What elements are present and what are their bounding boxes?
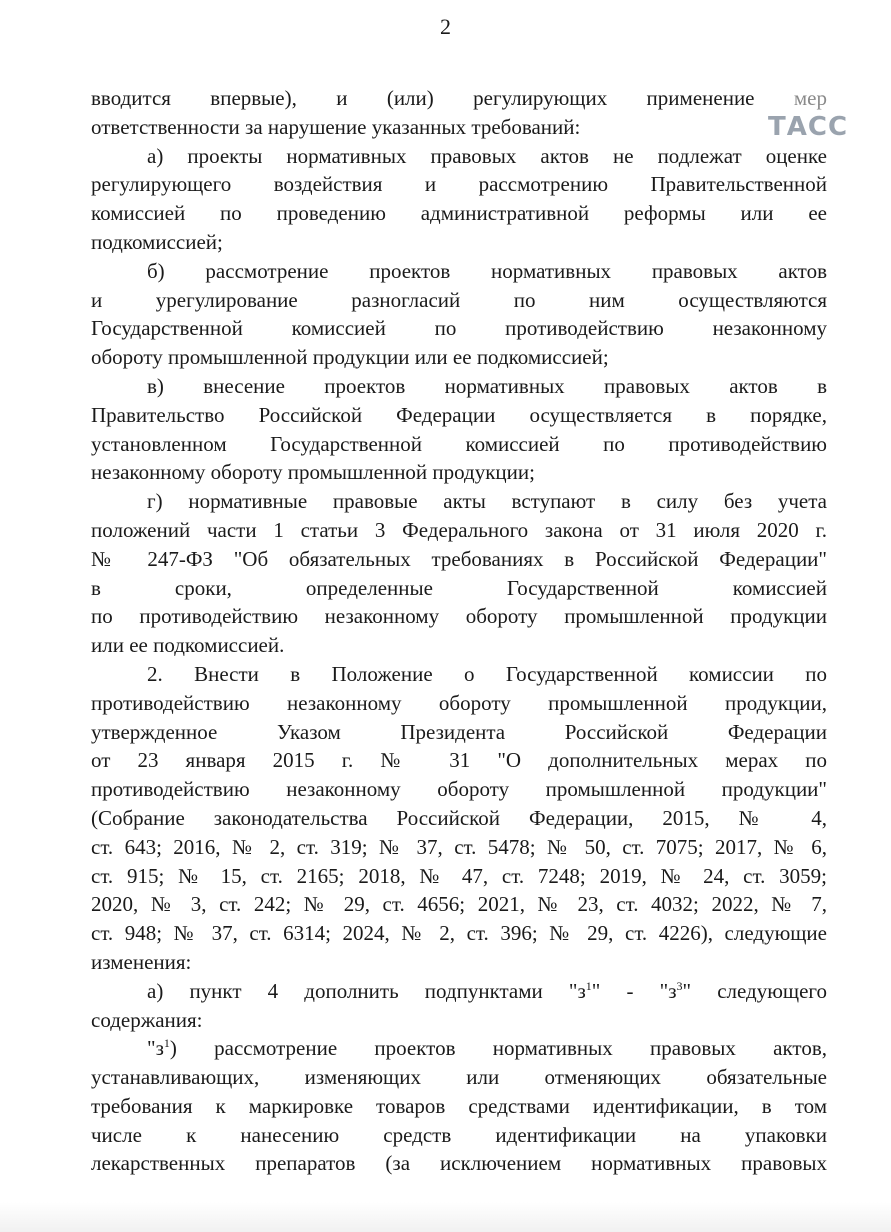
text-line: установленном Государственной комиссией по противодействию (91, 431, 827, 456)
text-line: в сроки, определенные Государственной комиссией (91, 575, 827, 600)
text-line: ст. 948; № 37, ст. 6314; 2024, № 2, ст. 396; № 29, ст. 4226), следующие (91, 921, 827, 946)
text-line: г) нормативные правовые акты вступают в силу без учета (147, 489, 827, 514)
text-line: числе к нанесению средств идентификации на упаковки (91, 1122, 827, 1147)
document-body (91, 84, 827, 1178)
text-line: ст. 915; № 15, ст. 2165; 2018, № 47, ст. 7248; 2019, № 24, ст. 3059; (91, 863, 827, 888)
text-line: обороту промышленной продукции или ее подкомиссией; (91, 345, 609, 370)
text-line: противодействию незаконному обороту промышленной продукции, (91, 690, 827, 715)
text-line: или ее подкомиссией. (91, 633, 285, 658)
text-line: положений части 1 статьи 3 Федерального закона от 31 июля 2020 г. (91, 517, 827, 542)
tass-watermark: ТАСС (768, 112, 849, 142)
page-number: 2 (440, 14, 451, 39)
text-line: противодействию незаконному обороту промышленной продукции" (91, 777, 827, 802)
text-line: от 23 января 2015 г. № 31 "О дополнительных мерах по (91, 748, 827, 773)
text-line: 2. Внести в Положение о Государственной комиссии по (147, 661, 827, 686)
text-line: утвержденное Указом Президента Российской Федерации (91, 719, 827, 744)
text-line: изменения: (91, 949, 192, 974)
text-line: а) пункт 4 дополнить подпунктами "$з^1$" - "$з^3$" следующего (147, 978, 828, 1003)
text-line: Государственной комиссией по противодействию незаконному (91, 316, 827, 341)
text-line: "$з^1$) рассмотрение проектов нормативных правовых актов, (147, 1036, 827, 1061)
text-line: регулирующего воздействия и рассмотрению Правительственной (91, 172, 827, 197)
text-line: содержания: (91, 1007, 203, 1032)
text-line: б) рассмотрение проектов нормативных правовых актов (147, 258, 827, 283)
text-line: а) проекты нормативных правовых актов не подлежат оценке (147, 143, 827, 168)
text-line: незаконному обороту промышленной продукции; (91, 460, 535, 485)
text-line: 2020, № 3, ст. 242; № 29, ст. 4656; 2021, № 23, ст. 4032; 2022, № 7, (91, 892, 827, 917)
text-line: лекарственных препаратов (за исключением нормативных правовых (91, 1151, 827, 1176)
text-line: устанавливающих, изменяющих или отменяющих обязательные (91, 1065, 827, 1090)
text-line: (Собрание законодательства Российской Федерации, 2015, № 4, (91, 805, 827, 830)
text-line: ст. 643; 2016, № 2, ст. 319; № 37, ст. 5478; № 50, ст. 7075; 2017, № 6, (91, 834, 827, 859)
text-line: подкомиссией; (91, 229, 223, 254)
page-bottom-edge (0, 1202, 891, 1232)
text-line: ответственности за нарушение указанных требований: (91, 114, 581, 139)
text-line: № 247-ФЗ "Об обязательных требованиях в Российской Федерации" (91, 546, 827, 571)
text-line: вводится впервые), и (или) регулирующих применение мер (91, 86, 828, 110)
text-line: требования к маркировке товаров средствами идентификации, в том (91, 1093, 827, 1118)
text-line: Правительство Российской Федерации осуществляется в порядке, (91, 402, 827, 427)
text-line: и урегулирование разногласий по ним осуществляются (91, 287, 827, 312)
text-line: комиссией по проведению административной реформы или ее (91, 201, 827, 226)
text-line: в) внесение проектов нормативных правовых актов в (147, 373, 827, 398)
text-line: по противодействию незаконному обороту промышленной продукции (91, 604, 827, 629)
